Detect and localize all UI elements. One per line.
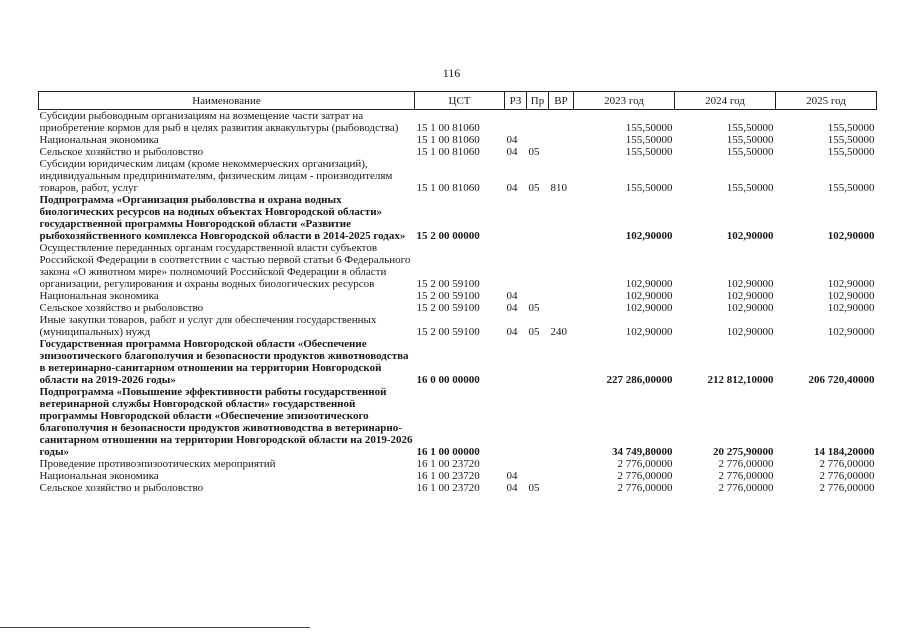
cell-vr xyxy=(549,194,574,242)
cell-vr xyxy=(549,242,574,290)
cell-name: Подпрограмма «Организация рыболовства и охрана водных биологических ресурсов на водных объектах Новгородской области» государственной программы Новгородской области «Развитие рыбохозяйственного комплекса Новгородской области в 2014-2025 годах» xyxy=(39,194,406,242)
cell-cst: 15 1 00 81060 xyxy=(416,146,480,158)
cell-name: Государственная программа Новгородской области «Обеспечение эпизоотического благополучия и безопасности продуктов животноводства в ветеринарно-санитарном отношении на территории Новгородской области на 2019-2026 годы» xyxy=(39,338,409,386)
cell-pr: 05 xyxy=(528,482,540,494)
cell-name: Сельское хозяйство и рыболовство xyxy=(39,302,204,314)
cell-pr: 05 xyxy=(528,302,540,314)
cell-pr xyxy=(527,194,549,242)
cell-y2025: 14 184,20000 xyxy=(814,446,875,458)
cell-vr xyxy=(549,458,574,470)
cell-name: Субсидии рыбоводным организациям на возмещение части затрат на приобретение кормов для рыб в целях развития аквакультуры (рыбоводства) xyxy=(39,110,399,134)
cell-y2025: 155,50000 xyxy=(827,182,875,194)
page-number: 116 xyxy=(442,66,461,80)
cell-y2024: 102,90000 xyxy=(726,302,774,314)
cell-y2024: 102,90000 xyxy=(726,278,774,290)
cell-y2023: 2 776,00000 xyxy=(617,482,673,494)
cell-y2024: 155,50000 xyxy=(726,182,774,194)
table-row xyxy=(39,482,877,494)
cell-pr xyxy=(527,134,549,146)
table-row xyxy=(39,470,877,482)
cell-y2025: 2 776,00000 xyxy=(819,458,875,470)
cell-y2025: 155,50000 xyxy=(827,134,875,146)
header-vr: ВР xyxy=(549,92,574,110)
cell-y2025: 102,90000 xyxy=(827,278,875,290)
cell-vr xyxy=(549,386,574,458)
cell-name: Подпрограмма «Повышение эффективности работы государственной ветеринарной службы Новгородской области» государственной программы Новгородской области «Обеспечение эпизоотического благополучия и безопасности продуктов животноводства в ветеринарно-санитарном отношении на территории Новгородской области на 2019-2026 годы» xyxy=(39,386,413,458)
cell-y2025: 206 720,40000 xyxy=(808,374,875,386)
table-body xyxy=(39,110,877,495)
cell-cst: 15 1 00 81060 xyxy=(416,134,480,146)
cell-name: Субсидии юридическим лицам (кроме некоммерческих организаций), индивидуальным предпринимателям, физическим лицам - производителям товаров, работ, услуг xyxy=(39,158,393,194)
cell-cst: 16 1 00 23720 xyxy=(416,482,480,494)
cell-pr: 05 xyxy=(528,146,540,158)
table-row xyxy=(39,302,877,314)
cell-y2024: 2 776,00000 xyxy=(718,482,774,494)
cell-cst: 15 2 00 59100 xyxy=(416,302,480,314)
cell-name: Национальная экономика xyxy=(39,470,159,482)
table-header xyxy=(39,92,877,110)
header-2023: 2023 год xyxy=(574,92,675,110)
cell-name: Проведение противоэпизоотических мероприятий xyxy=(39,458,276,470)
cell-pr xyxy=(527,470,549,482)
table-row xyxy=(39,314,877,338)
table-row xyxy=(39,146,877,158)
cell-rz: 04 xyxy=(506,134,518,146)
header-2024: 2024 год xyxy=(675,92,776,110)
cell-y2023: 102,90000 xyxy=(625,326,673,338)
cell-vr xyxy=(549,302,574,314)
cell-name: Осуществление переданных органам государственной власти субъектов Российской Федерации в соответствии с частью первой статьи 6 Федерального закона «О животном мире» полномочий Российской Федерации в области организации, регулирования и охраны водных биологических ресурсов xyxy=(39,242,411,290)
cell-rz: 04 xyxy=(506,302,518,314)
table-row xyxy=(39,458,877,470)
header-2025: 2025 год xyxy=(776,92,877,110)
cell-y2025: 155,50000 xyxy=(827,122,875,134)
cell-y2025: 2 776,00000 xyxy=(819,482,875,494)
cell-pr xyxy=(527,110,549,135)
cell-y2025: 102,90000 xyxy=(827,290,875,302)
cell-y2024: 155,50000 xyxy=(726,146,774,158)
cell-rz: 04 xyxy=(506,482,518,494)
cell-name: Национальная экономика xyxy=(39,290,159,302)
cell-rz: 04 xyxy=(506,182,518,194)
cell-rz: 04 xyxy=(506,470,518,482)
cell-vr xyxy=(549,290,574,302)
cell-y2023: 2 776,00000 xyxy=(617,470,673,482)
table-row xyxy=(39,134,877,146)
cell-y2025: 102,90000 xyxy=(827,230,875,242)
cell-y2023: 102,90000 xyxy=(625,290,673,302)
cell-cst: 16 0 00 00000 xyxy=(416,374,480,386)
table-row xyxy=(39,110,877,135)
cell-cst: 15 2 00 59100 xyxy=(416,290,480,302)
cell-rz xyxy=(505,338,527,386)
cell-rz xyxy=(505,110,527,135)
cell-y2024: 155,50000 xyxy=(726,134,774,146)
cell-name: Сельское хозяйство и рыболовство xyxy=(39,482,204,494)
cell-pr xyxy=(527,386,549,458)
cell-vr xyxy=(549,110,574,135)
table-row xyxy=(39,386,877,458)
cell-cst: 15 1 00 81060 xyxy=(416,122,480,134)
cell-cst: 16 1 00 23720 xyxy=(416,470,480,482)
cell-cst: 15 2 00 59100 xyxy=(416,278,480,290)
cell-cst: 16 1 00 00000 xyxy=(416,446,480,458)
cell-rz: 04 xyxy=(506,326,518,338)
cell-rz xyxy=(505,386,527,458)
header-cst: ЦСТ xyxy=(415,92,505,110)
cell-pr: 05 xyxy=(528,326,540,338)
cell-y2023: 155,50000 xyxy=(625,182,673,194)
cell-name: Иные закупки товаров, работ и услуг для обеспечения государственных (муниципальных) нужд xyxy=(39,314,377,338)
cell-rz xyxy=(505,242,527,290)
cell-pr: 05 xyxy=(528,182,540,194)
cell-rz: 04 xyxy=(506,290,518,302)
cell-rz xyxy=(505,194,527,242)
cell-y2023: 155,50000 xyxy=(625,122,673,134)
header-pr: Пр xyxy=(527,92,549,110)
cell-rz xyxy=(505,458,527,470)
cell-y2023: 34 749,80000 xyxy=(612,446,673,458)
cell-vr xyxy=(549,134,574,146)
cell-pr xyxy=(527,338,549,386)
cell-y2024: 2 776,00000 xyxy=(718,458,774,470)
cell-y2024: 212 812,10000 xyxy=(707,374,774,386)
cell-vr: 240 xyxy=(550,326,567,338)
cell-vr xyxy=(549,338,574,386)
table-row xyxy=(39,290,877,302)
cell-pr xyxy=(527,458,549,470)
header-name: Наименование xyxy=(39,92,415,110)
cell-y2025: 102,90000 xyxy=(827,302,875,314)
cell-y2023: 227 286,00000 xyxy=(606,374,673,386)
cell-y2024: 102,90000 xyxy=(726,326,774,338)
cell-cst: 15 2 00 59100 xyxy=(416,326,480,338)
table-row xyxy=(39,338,877,386)
cell-y2024: 2 776,00000 xyxy=(718,470,774,482)
cell-y2023: 155,50000 xyxy=(625,134,673,146)
cell-pr xyxy=(527,242,549,290)
table-row xyxy=(39,194,877,242)
cell-y2023: 102,90000 xyxy=(625,278,673,290)
cell-y2025: 155,50000 xyxy=(827,146,875,158)
cell-vr xyxy=(549,482,574,494)
budget-table xyxy=(38,91,877,494)
cell-rz: 04 xyxy=(506,146,518,158)
cell-y2024: 102,90000 xyxy=(726,290,774,302)
cell-y2023: 2 776,00000 xyxy=(617,458,673,470)
cell-name: Сельское хозяйство и рыболовство xyxy=(39,146,204,158)
cell-cst: 16 1 00 23720 xyxy=(416,458,480,470)
cell-y2025: 102,90000 xyxy=(827,326,875,338)
cell-cst: 15 2 00 00000 xyxy=(416,230,480,242)
cell-y2024: 20 275,90000 xyxy=(713,446,774,458)
cell-y2024: 102,90000 xyxy=(726,230,774,242)
cell-vr xyxy=(549,146,574,158)
cell-name: Национальная экономика xyxy=(39,134,159,146)
cell-cst: 15 1 00 81060 xyxy=(416,182,480,194)
cell-y2023: 102,90000 xyxy=(625,302,673,314)
cell-y2023: 155,50000 xyxy=(625,146,673,158)
table-row xyxy=(39,242,877,290)
cell-y2024: 155,50000 xyxy=(726,122,774,134)
header-rz: РЗ xyxy=(505,92,527,110)
table-row xyxy=(39,158,877,194)
cell-pr xyxy=(527,290,549,302)
footer-divider xyxy=(0,627,310,628)
cell-vr xyxy=(549,470,574,482)
cell-y2023: 102,90000 xyxy=(625,230,673,242)
cell-y2025: 2 776,00000 xyxy=(819,470,875,482)
cell-vr: 810 xyxy=(550,182,567,194)
